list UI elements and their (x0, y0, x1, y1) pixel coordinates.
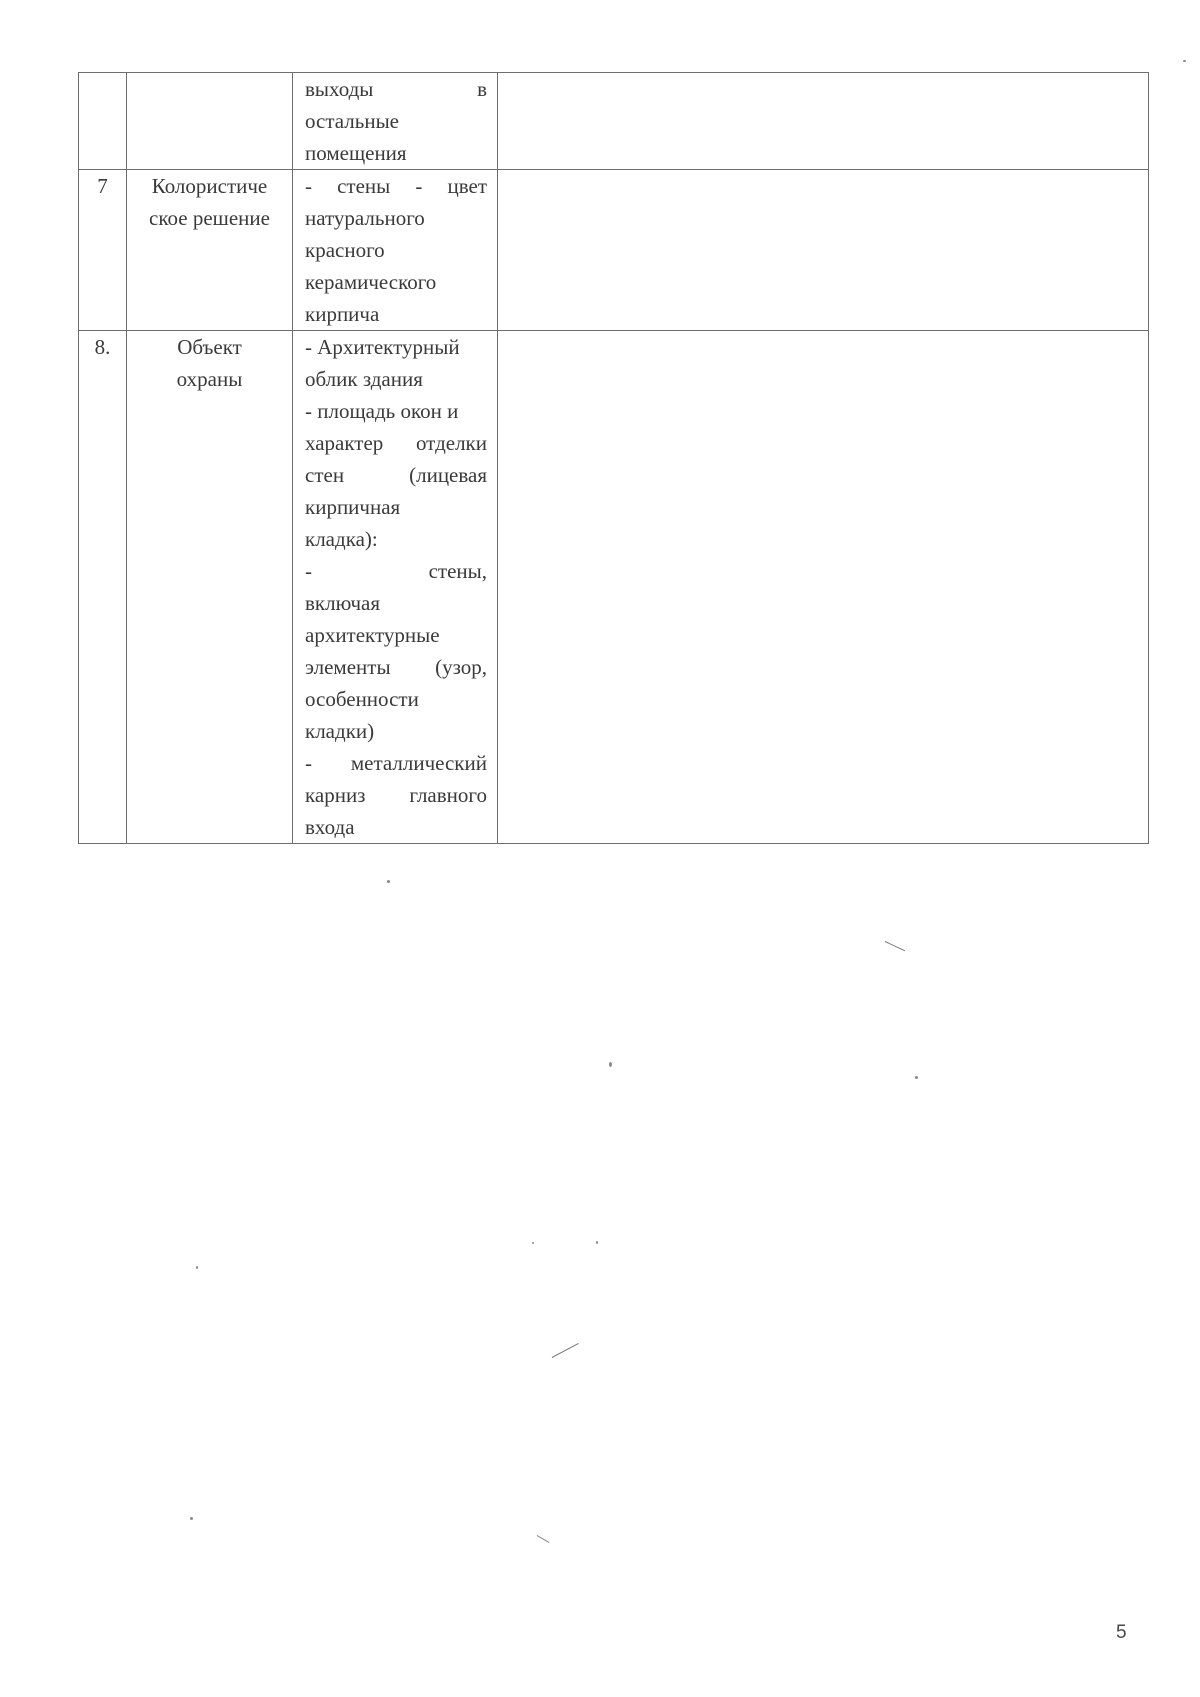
description-line: кирпича (305, 302, 380, 326)
description-line: выходы в (305, 77, 487, 101)
row-name-cell (127, 73, 293, 170)
description-line: красного (305, 238, 385, 262)
description-line: облик здания (305, 367, 423, 391)
description-line: - площадь окон и (305, 399, 459, 423)
scan-speck (609, 1062, 612, 1067)
row-number: 7 (97, 174, 108, 198)
description-line: натурального (305, 206, 425, 230)
description-line: кладка): (305, 527, 378, 551)
table-row (79, 170, 1149, 331)
page-number: 5 (1116, 1622, 1127, 1643)
description-line: помещения (305, 141, 407, 165)
row-number-cell (79, 73, 127, 170)
scan-speck (387, 880, 390, 883)
row-extra-cell (498, 170, 1149, 331)
scan-speck (196, 1266, 198, 1269)
description-line: - металлический (305, 751, 487, 775)
row-name-line: ское решение (149, 206, 270, 230)
scan-speck (190, 1517, 193, 1520)
row-description-cell (293, 170, 498, 331)
row-number: 8. (94, 335, 111, 359)
scan-stroke (552, 1343, 579, 1358)
description-line: - стены - цвет (305, 174, 487, 198)
scan-stroke (537, 1535, 550, 1543)
scan-speck (532, 1242, 534, 1244)
row-extra-cell (498, 73, 1149, 170)
description-line: стен (лицевая (305, 463, 487, 487)
table-row (79, 73, 1149, 170)
description-line: входа (305, 815, 355, 839)
table-row (79, 331, 1149, 844)
row-extra-cell (498, 331, 1149, 844)
description-line: - стены, (305, 559, 487, 583)
description-line: - Архитектурный (305, 335, 460, 359)
row-name-cell (127, 170, 293, 331)
description-line: характер отделки (305, 431, 487, 455)
row-description-cell (293, 73, 498, 170)
description-line: кладки) (305, 719, 375, 743)
scan-speck (1183, 60, 1186, 62)
row-number-cell (79, 170, 127, 331)
row-description-cell (293, 331, 498, 844)
document-table (78, 72, 1149, 844)
row-number-cell (79, 331, 127, 844)
description-line: керамического (305, 270, 437, 294)
description-line: элементы (узор, (305, 655, 487, 679)
row-name-line: охраны (176, 367, 243, 391)
description-line: особенности (305, 687, 419, 711)
description-line: карниз главного (305, 783, 487, 807)
description-line: остальные (305, 109, 400, 133)
description-line: архитектурные (305, 623, 440, 647)
table-body (79, 73, 1149, 844)
scan-speck (915, 1076, 918, 1079)
row-name-cell (127, 331, 293, 844)
scan-speck (596, 1241, 598, 1244)
description-line: включая (305, 591, 381, 615)
description-line: кирпичная (305, 495, 401, 519)
row-name-line: Объект (177, 335, 242, 359)
row-name-line: Колористиче (151, 174, 268, 198)
scan-stroke (885, 941, 905, 951)
